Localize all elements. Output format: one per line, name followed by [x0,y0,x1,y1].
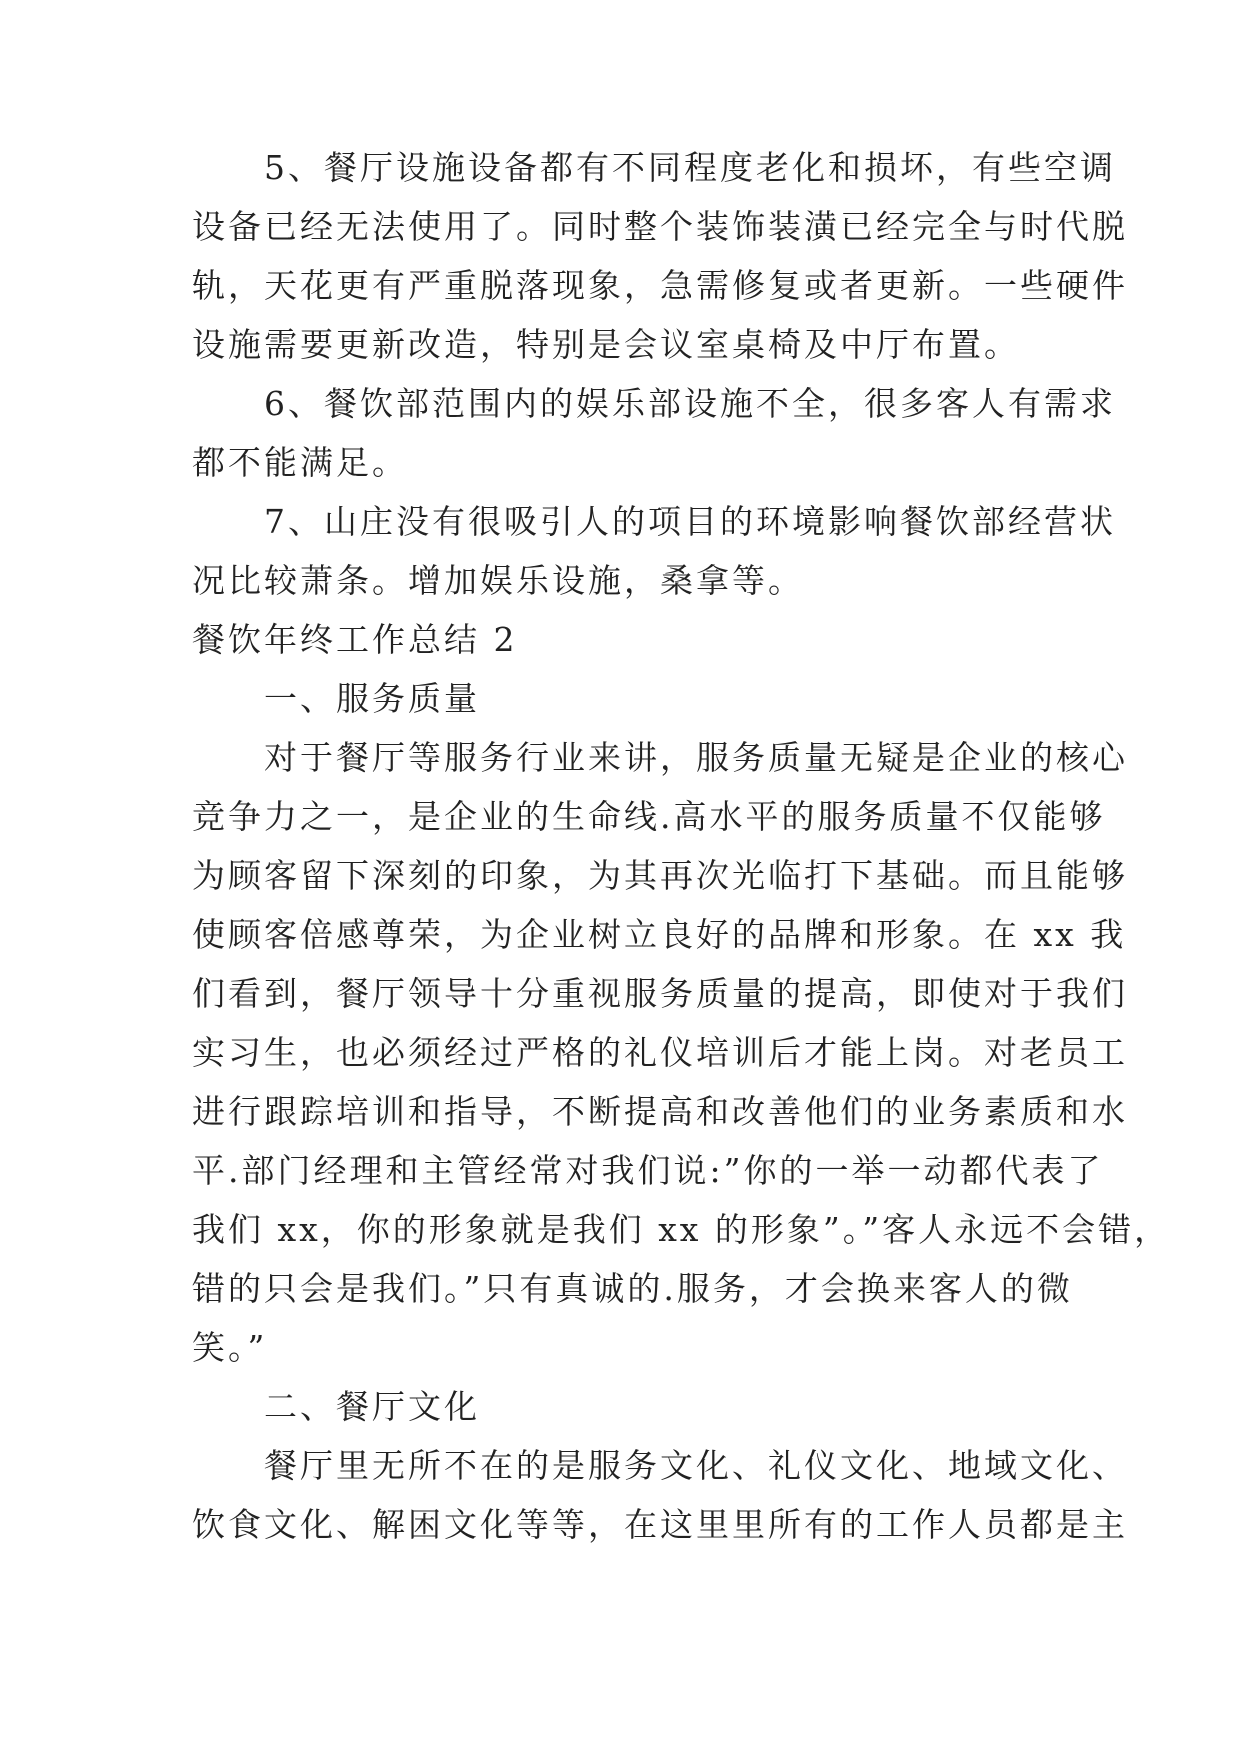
text-line: 错的只会是我们。”只有真诚的.服务，才会换来客人的微 [192,1269,1073,1308]
text-line: 饮食文化、解困文化等等，在这里里所有的工作人员都是主 [192,1505,1128,1544]
text-line: 平.部门经理和主管经常对我们说:”你的一举一动都代表了 [192,1151,1104,1190]
section-heading: 二、餐厅文化 [192,1387,480,1426]
text-line: 为顾客留下深刻的印象，为其再次光临打下基础。而且能够 [192,856,1128,895]
body-text [192,138,1171,1554]
text-line: 设备已经无法使用了。同时整个装饰装潢已经完全与时代脱 [192,207,1128,246]
section-heading: 一、服务质量 [192,679,480,718]
text-line: 笑。” [192,1328,268,1367]
text-line: 使顾客倍感尊荣，为企业树立良好的品牌和形象。在 xx 我 [192,915,1127,954]
text-line: 都不能满足。 [192,443,408,482]
text-line: 轨，天花更有严重脱落现象，急需修复或者更新。一些硬件 [192,266,1128,305]
text-line: 们看到，餐厅领导十分重视服务质量的提高，即使对于我们 [192,974,1128,1013]
text-line: 设施需要更新改造，特别是会议室桌椅及中厅布置。 [192,325,1020,364]
text-line: 7、山庄没有很吸引人的项目的环境影响餐饮部经营状 [192,502,1116,541]
text-line: 竞争力之一，是企业的生命线.高水平的服务质量不仅能够 [192,797,1106,836]
section-title: 餐饮年终工作总结 2 [192,620,518,659]
text-line: 实习生，也必须经过严格的礼仪培训后才能上岗。对老员工 [192,1033,1128,1072]
text-line: 况比较萧条。增加娱乐设施，桑拿等。 [192,561,804,600]
text-line: 进行跟踪培训和指导，不断提高和改善他们的业务素质和水 [192,1092,1128,1131]
text-line: 6、餐饮部范围内的娱乐部设施不全，很多客人有需求 [192,384,1116,423]
text-line: 5、餐厅设施设备都有不同程度老化和损坏，有些空调 [192,148,1116,187]
text-line: 餐厅里无所不在的是服务文化、礼仪文化、地域文化、 [192,1446,1128,1485]
text-line: 对于餐厅等服务行业来讲，服务质量无疑是企业的核心 [192,738,1128,777]
text-line: 我们 xx，你的形象就是我们 xx 的形象”。”客人永远不会错， [192,1210,1171,1249]
